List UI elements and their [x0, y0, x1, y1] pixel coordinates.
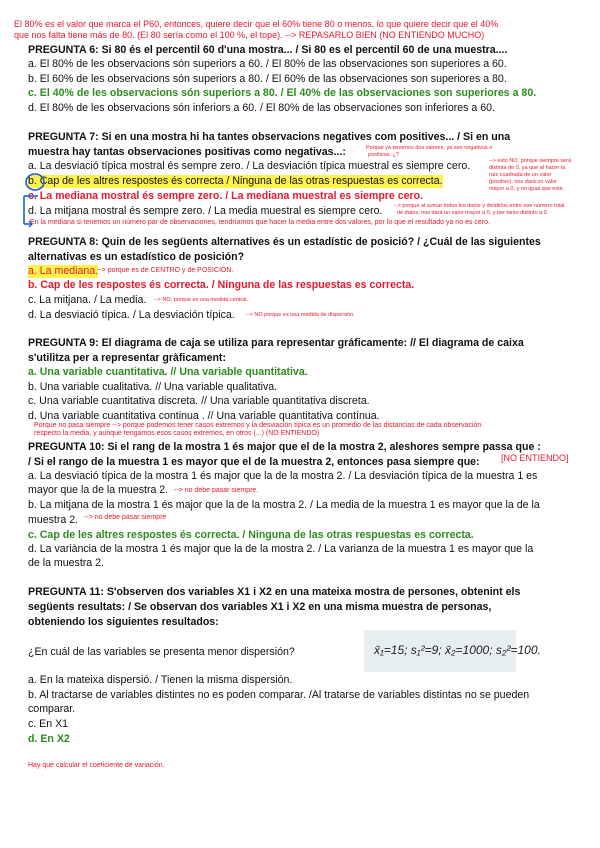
- q7-note-right-line-3: raíz cuadrada de un valor: [489, 172, 552, 178]
- q9-option-d: d. Una variable cuantitativa continua . // Una variable quantitativa contínua.: [28, 410, 380, 422]
- question-7-title-line-1: PREGUNTA 7: Si en una mostra hi ha tantes observacions negatives com positives... / Si en una: [28, 131, 511, 143]
- q7-option-b-highlighted: b. Cap de les altres respostes és correcta / Ninguna de las otras respuestas es correcta.: [28, 175, 443, 187]
- top-note-line-2: que nos falta tiene más de 80. (El 80 sería como el 100 %, el tope). --> REPASARLO BIEN (NO ENTIENDO MUCHO): [14, 30, 485, 40]
- option-b-circle-mark: [26, 174, 44, 190]
- q11-formula-box: [364, 630, 541, 672]
- q7-note-bottom: En la mediana si tenemos un número par de observaciones, tendríamos que hacer la media entre dos valores, por lo que el resultado ya no es cero.: [30, 219, 490, 226]
- question-11-title-line-2: següents resultats: / Se observan dos variables X1 i X2 en una misma muestra de personas,: [28, 601, 492, 613]
- question-9-title-line-1: PREGUNTA 9: El diagrama de caja se utiliza para representar gráficamente: // El diagrama de caixa: [28, 337, 524, 349]
- q6-option-a: a. El 80% de les observacions són superiors a 60. / El 80% de las observaciones son superiores a 60.: [28, 58, 507, 70]
- q10-title-note: [NO ENTIENDO]: [501, 453, 569, 463]
- q7-note-right-line-5: mayor a 0, y no igual que este.: [489, 186, 565, 192]
- q7-note-d-line-1: --> porque al sumar todos los datos y dividirlos entre ese número total: [394, 203, 565, 209]
- question-8-title-line-2: alternativas es un estadístico de posición?: [28, 251, 245, 263]
- q11-option-b-line-1: b. Al tractarse de variables distintes no es poden comparar. /Al tratarse de variables distintas no se pueden: [28, 689, 530, 701]
- q7-note-top-line-1: Porque ya tenemos dos valores, ya sen negativos o: [366, 145, 493, 151]
- q7-note-d-line-2: de datos, nos dará un valor mayor a 0, y per tanto distinto a 0.: [397, 210, 549, 216]
- q7-note-right-line-2: distinta de 0, ya que al hacer la: [489, 165, 566, 171]
- question-10-title-line-1: PREGUNTA 10: Si el rang de la mostra 1 és major que el de la mostra 2, aleshores sempre passa que :: [28, 441, 541, 453]
- q11-final-note: Hay que calcular el coeficiente de variación.: [28, 762, 165, 769]
- question-11-title-line-3: obteniendo los siguientes resultados:: [28, 616, 219, 628]
- q8-option-a-note: --> porque es de CENTRO y de POSICIÓN.: [97, 267, 234, 274]
- q10-option-c-correct: c. Cap de les altres respostes és correcta. / Ninguna de las otras respuestas es correcta.: [28, 529, 474, 541]
- q7-option-d: d. La mitjana mostral és sempre zero. / La media muestral es siempre cero.: [28, 205, 383, 217]
- q6-option-c-correct: c. El 40% de les observacions són superiors a 80. / El 40% de las observaciones son superiores a 80.: [28, 87, 537, 99]
- q11-option-c: c. En X1: [28, 718, 69, 730]
- q8-option-d-note: --> NO porque es una medida de dispersión.: [246, 312, 355, 318]
- q9-note-line-2: respecto la media, y aunque tengamos esos casos extremos, en otros (...) (NO ENTIENDO): [34, 430, 320, 437]
- q7-option-c-marked: c. La mediana mostral és sempre zero. / La mediana muestral es siempre cero.: [28, 190, 424, 202]
- q10-option-b-note: --> no debe pasar siempre: [84, 514, 167, 521]
- q9-option-a-correct: a. Una variable cuantitativa. // Una variable quantitativa.: [28, 366, 308, 378]
- q8-option-c: c. La mitjana. / La media.: [28, 294, 147, 306]
- q10-option-b-line-1: b. La mitjana de la mostra 1 és major que la de la mostra 2. / La media de la muestra 1 es mayor que la de la: [28, 499, 540, 511]
- q10-option-a-line-2: mayor que la de la muestra 2.: [28, 484, 169, 496]
- question-9-title-line-2: s'utilitza per a representar gràficament:: [28, 352, 226, 364]
- q6-option-b: b. El 60% de les observacions són superiors a 80. / El 60% de las observaciones son superiores a 80.: [28, 73, 507, 85]
- q7-note-right-line-1: --> esto NO, porque siempre será: [489, 158, 572, 164]
- q10-option-d-line-2: de la muestra 2.: [28, 557, 104, 569]
- q9-note-line-1: Porque no pasa siempre --> porque podemos tener casos extremos y la desviación típica es un promedio de las distancias de cada observación: [34, 422, 482, 429]
- q7-option-a: a. La desviació típica mostral és sempre zero. / La desviación típica muestral es siempre cero.: [28, 160, 471, 172]
- q7-note-right-line-4: (positivo), nos dará un valor: [489, 179, 557, 185]
- question-7-title-line-2: muestra hay tantas observaciones positivas como negativas...:: [28, 146, 346, 158]
- question-10-title-line-2: / Si el rango de la muestra 1 es mayor que el de la muestra 2, entonces pasa siempre que:: [28, 456, 480, 468]
- q8-option-d: d. La desviació típica. / La desviación típica.: [28, 309, 235, 321]
- q6-option-d: d. El 80% de les observacions són inferiors a 60. / El 80% de las observaciones son inferiores a 60.: [28, 102, 495, 114]
- question-8-title-line-1: PREGUNTA 8: Quin de les següents alternatives és un estadístic de posició? / ¿Cuál de las siguientes: [28, 236, 541, 248]
- q11-option-d-correct: d. En X2: [28, 733, 70, 745]
- q10-option-b-line-2: muestra 2.: [28, 514, 79, 526]
- q8-option-b-marked: b. Cap de les respostes és correcta. / Ninguna de las respuestas es correcta.: [28, 279, 415, 291]
- q7-note-top-line-2: positivos. ¿?: [368, 152, 399, 158]
- q11-option-b-line-2: comparar.: [28, 703, 76, 715]
- q11-question-text: ¿En cuál de las variables se presenta menor dispersión?: [28, 646, 295, 658]
- question-6-title: PREGUNTA 6: Si 80 és el percentil 60 d'una mostra... / Si 80 es el percentil 60 de una muestra....: [28, 44, 508, 56]
- q10-option-a-line-1: a. La desviació típica de la mostra 1 és major que la de la mostra 2. / La desviación típica de la muestra 1 es: [28, 470, 538, 482]
- top-note-line-1: El 80% es el valor que marca el P60, entonces, quiere decir que el 60% tiene 80 o menos, lo que quiere decir que el 40%: [14, 19, 499, 29]
- q10-option-d-line-1: d. La variància de la mostra 1 és major que la de la mostra 2. / La varianza de la muestra 1 es mayor que la: [28, 543, 534, 555]
- q8-option-c-note: --> NO, porque es una medida central.: [154, 297, 249, 303]
- question-11-title-line-1: PREGUNTA 11: S'observen dos variables X1 i X2 en una mateixa mostra de persones, obtenint els: [28, 586, 521, 598]
- q10-option-a-note: --> no debe pasar siempre.: [174, 487, 259, 494]
- q9-option-c: c. Una variable cuantitativa discreta. // Una variable quantitativa discreta.: [28, 395, 370, 407]
- q11-option-a: a. En la mateixa dispersió. / Tienen la misma dispersión.: [28, 674, 293, 686]
- q8-option-a-highlighted: a. La mediana.: [28, 265, 99, 277]
- q9-option-b: b. Una variable cualitativa. // Una variable qualitativa.: [28, 381, 278, 393]
- q11-formula: x̄₁=15; s₁²=9; x̄₂=1000; s₂²=100.: [374, 643, 541, 657]
